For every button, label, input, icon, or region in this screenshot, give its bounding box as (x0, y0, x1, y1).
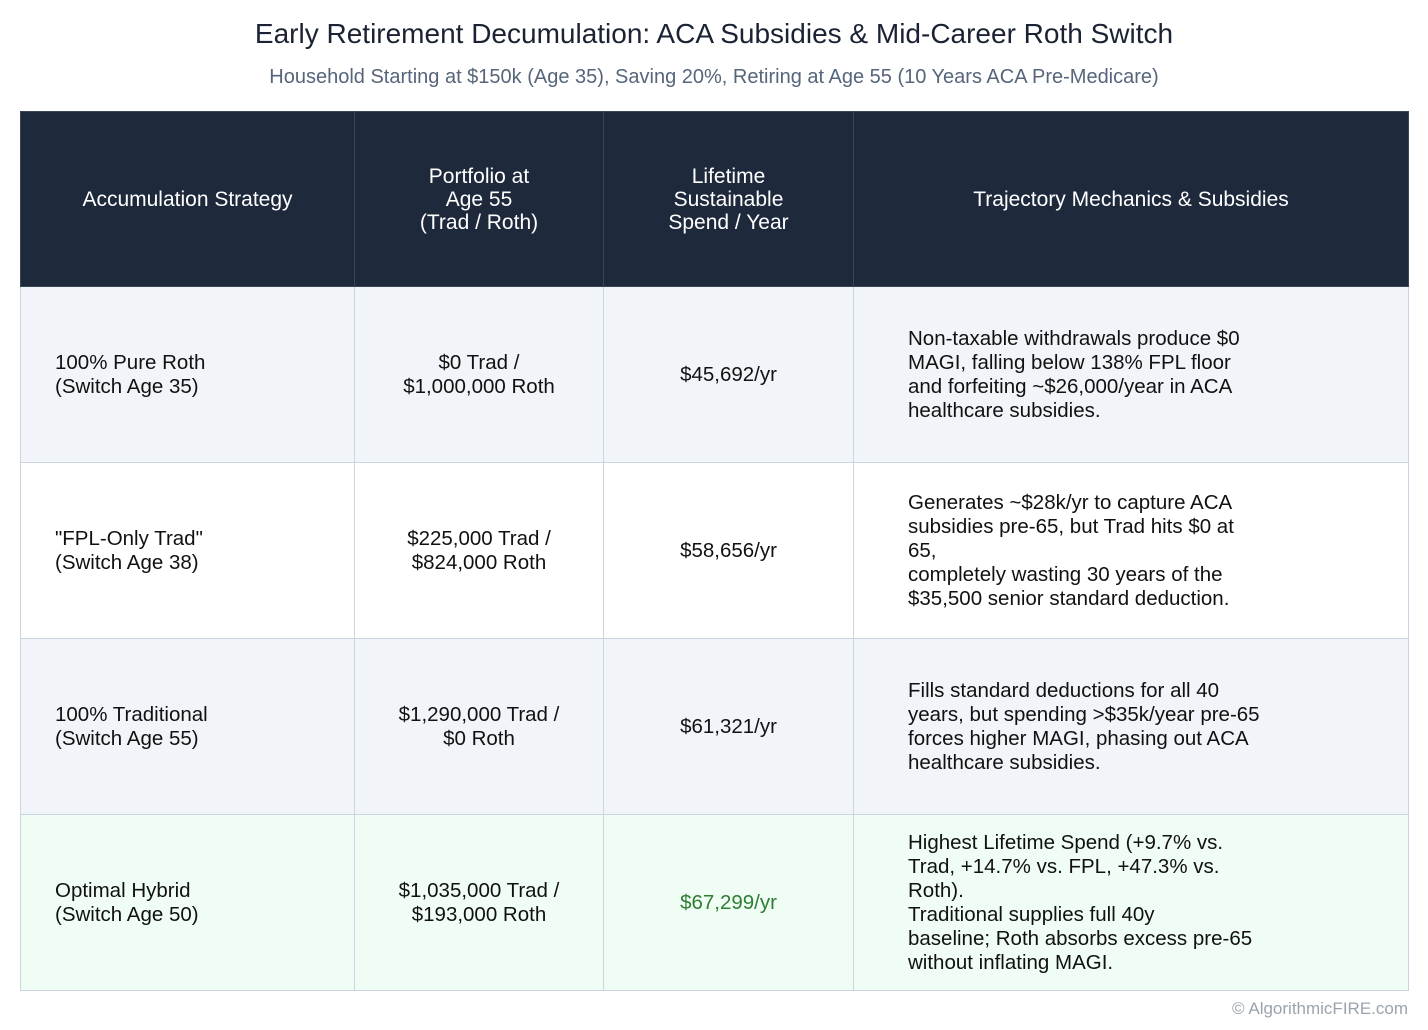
header-line: Portfolio at (428, 164, 530, 188)
portfolio-line: $1,000,000 Roth (403, 374, 555, 398)
mechanics-line: healthcare subsidies. (908, 750, 1101, 774)
strategy-line: (Switch Age 50) (55, 902, 199, 926)
mechanics-line: $35,500 senior standard deduction. (908, 586, 1230, 610)
strategy-line: 100% Traditional (55, 702, 208, 726)
table-row (21, 639, 1409, 815)
spend-cell: $58,656/yr (604, 463, 854, 639)
portfolio-line: $193,000 Roth (411, 902, 547, 926)
strategy-cell (21, 639, 355, 815)
portfolio-cell (355, 815, 604, 991)
strategy-line: "FPL-Only Trad" (55, 526, 203, 550)
mechanics-line: completely wasting 30 years of the (908, 562, 1223, 586)
header-row (21, 112, 1409, 287)
portfolio-cell (355, 287, 604, 463)
mechanics-line: without inflating MAGI. (908, 950, 1114, 974)
table-row (21, 463, 1409, 639)
header-line: Sustainable (673, 187, 784, 211)
header-line: (Trad / Roth) (419, 210, 539, 234)
strategy-line: 100% Pure Roth (55, 350, 206, 374)
header-line: Lifetime (691, 164, 766, 188)
header-portfolio (355, 112, 604, 287)
mechanics-line: MAGI, falling below 138% FPL floor (908, 350, 1231, 374)
table-row (21, 287, 1409, 463)
strategy-line: Optimal Hybrid (55, 878, 191, 902)
header-line: Accumulation Strategy (82, 187, 293, 211)
mechanics-line: Trad, +14.7% vs. FPL, +47.3% vs. (908, 854, 1220, 878)
header-spend (604, 112, 854, 287)
mechanics-cell (854, 815, 1409, 991)
strategy-line: (Switch Age 55) (55, 726, 199, 750)
mechanics-cell (854, 639, 1409, 815)
mechanics-line: Fills standard deductions for all 40 (908, 678, 1220, 702)
mechanics-line: Non-taxable withdrawals produce $0 (908, 326, 1240, 350)
portfolio-line: $1,290,000 Trad / (398, 702, 560, 726)
portfolio-cell (355, 639, 604, 815)
mechanics-line: healthcare subsidies. (908, 398, 1101, 422)
spend-cell: $61,321/yr (604, 639, 854, 815)
portfolio-line: $0 Trad / (438, 350, 520, 374)
strategy-cell (21, 287, 355, 463)
chart-title: Early Retirement Decumulation: ACA Subsidies & Mid-Career Roth Switch (254, 18, 1174, 49)
header-line: Age 55 (445, 187, 513, 211)
header-mechanics (854, 112, 1409, 287)
copyright-footer: © AlgorithmicFIRE.com (1232, 999, 1408, 1018)
portfolio-line: $824,000 Roth (411, 550, 547, 574)
comparison-table (20, 111, 1409, 991)
mechanics-line: forces higher MAGI, phasing out ACA (908, 726, 1249, 750)
header-line: Trajectory Mechanics & Subsidies (973, 187, 1289, 211)
strategy-line: (Switch Age 35) (55, 374, 199, 398)
mechanics-line: baseline; Roth absorbs excess pre-65 (908, 926, 1253, 950)
portfolio-line: $1,035,000 Trad / (398, 878, 560, 902)
mechanics-cell (854, 287, 1409, 463)
mechanics-line: subsidies pre-65, but Trad hits $0 at (908, 514, 1234, 538)
mechanics-line: Highest Lifetime Spend (+9.7% vs. (908, 830, 1224, 854)
table-row-optimal (21, 815, 1409, 991)
mechanics-line: Generates ~$28k/yr to capture ACA (908, 490, 1233, 514)
header-strategy (21, 112, 355, 287)
portfolio-line: $0 Roth (443, 726, 515, 750)
mechanics-cell (854, 463, 1409, 639)
portfolio-line: $225,000 Trad / (407, 526, 551, 550)
spend-cell: $45,692/yr (604, 287, 854, 463)
mechanics-line: years, but spending >$35k/year pre-65 (908, 702, 1260, 726)
portfolio-cell (355, 463, 604, 639)
mechanics-line: and forfeiting ~$26,000/year in ACA (908, 374, 1233, 398)
mechanics-line: 65, (908, 538, 937, 562)
strategy-line: (Switch Age 38) (55, 550, 199, 574)
mechanics-line: Traditional supplies full 40y (908, 902, 1155, 926)
header-line: Spend / Year (668, 210, 789, 234)
chart-subtitle: Household Starting at $150k (Age 35), Saving 20%, Retiring at Age 55 (10 Years ACA Pre-Medicare) (269, 66, 1159, 88)
comparison-table-container (20, 111, 1408, 992)
strategy-cell (21, 815, 355, 991)
mechanics-line: Roth). (908, 878, 964, 902)
strategy-cell (21, 463, 355, 639)
spend-cell-optimal: $67,299/yr (604, 815, 854, 991)
